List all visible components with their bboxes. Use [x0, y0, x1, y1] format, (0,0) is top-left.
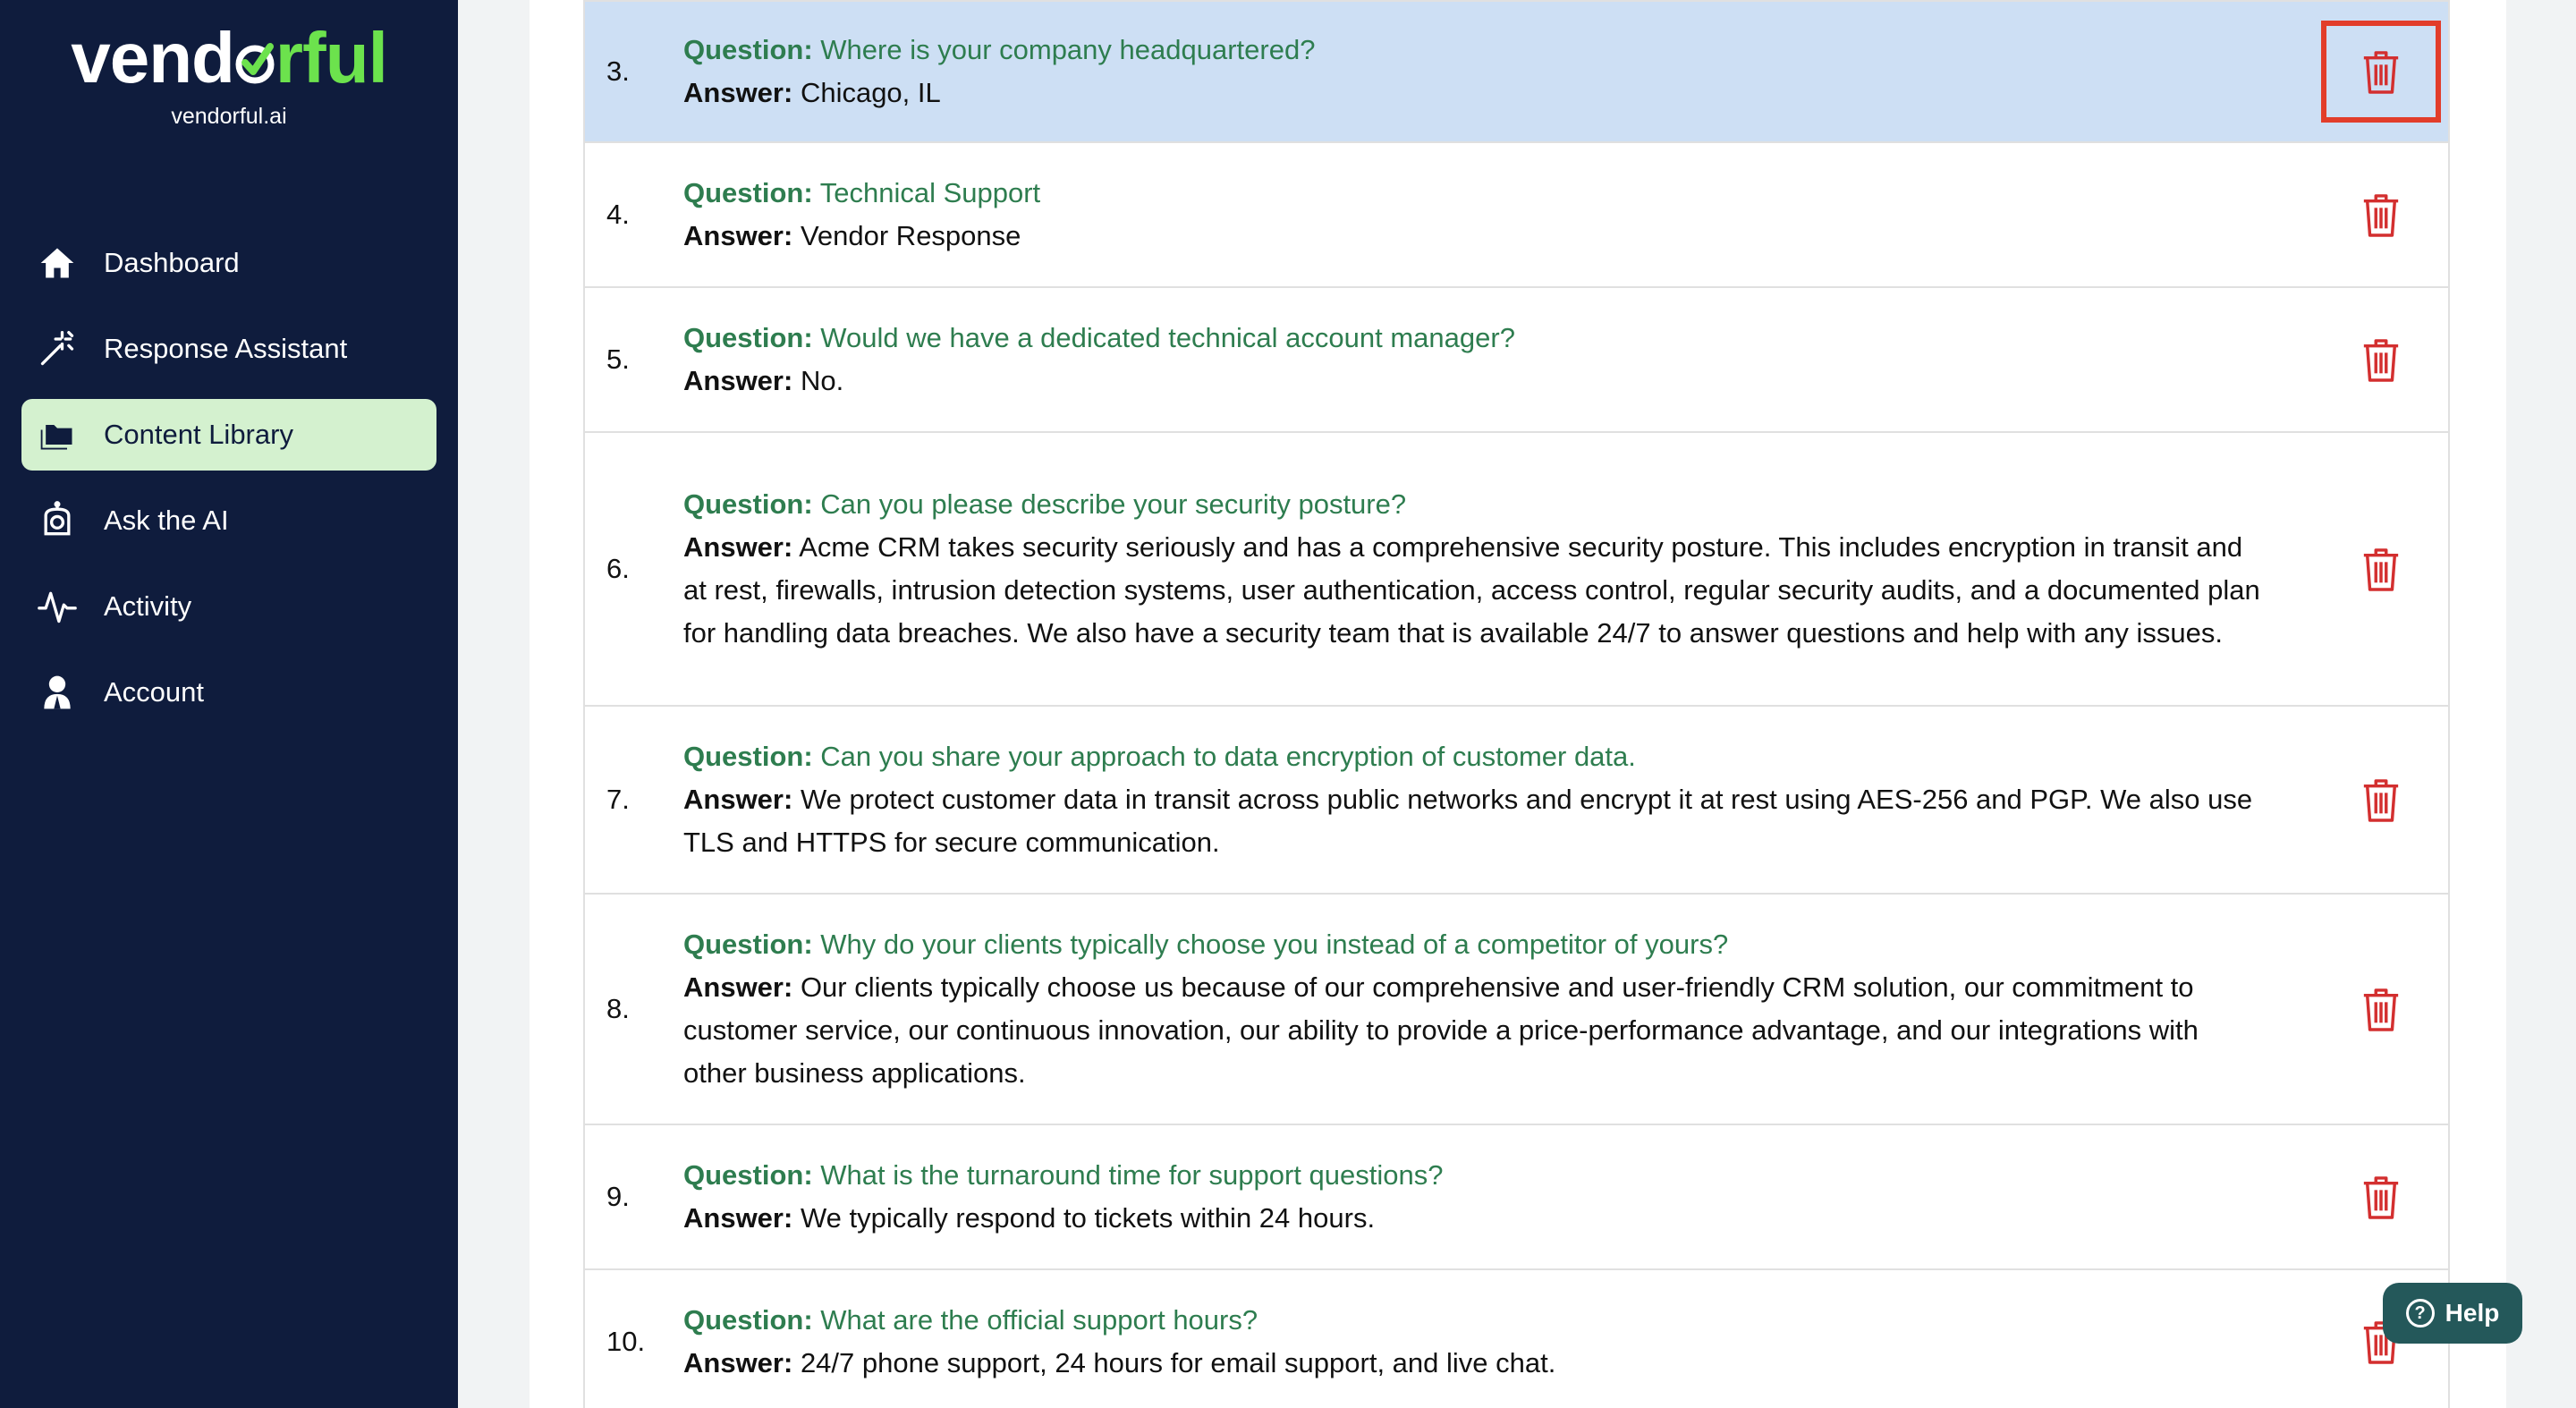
- delete-cell: [2314, 535, 2448, 603]
- sidebar: [0, 0, 458, 1408]
- question-text: Would we have a dedicated technical account manager?: [820, 322, 1515, 353]
- qa-row[interactable]: [583, 707, 2450, 895]
- qa-content: [683, 456, 2314, 682]
- trash-icon: [2360, 776, 2402, 824]
- logo-text-part2: rful: [275, 18, 387, 98]
- question-text: Why do your clients typically choose you instead of a competitor of yours?: [820, 929, 1729, 960]
- folders-icon: [38, 415, 77, 454]
- qa-row[interactable]: [583, 433, 2450, 707]
- trash-icon: [2360, 1173, 2402, 1221]
- magic-wand-icon: [38, 329, 77, 369]
- question-line: [683, 172, 2269, 215]
- answer-label: Answer:: [683, 220, 793, 251]
- content-card: [530, 0, 2506, 1408]
- qa-content: [683, 145, 2314, 284]
- qa-content: [683, 1127, 2314, 1267]
- logo-text-part1: vend: [71, 18, 234, 98]
- question-label: Question:: [683, 488, 813, 520]
- trash-icon: [2360, 545, 2402, 593]
- question-text: Technical Support: [819, 177, 1041, 208]
- question-line: [683, 1154, 2269, 1197]
- trash-icon: [2360, 47, 2402, 96]
- sidebar-item-label: Activity: [104, 590, 192, 622]
- answer-text: No.: [800, 365, 844, 396]
- answer-line: [683, 966, 2269, 1095]
- qa-row[interactable]: [583, 143, 2450, 288]
- row-number: 9.: [606, 1181, 630, 1212]
- trash-icon: [2360, 335, 2402, 384]
- qa-row[interactable]: [583, 1125, 2450, 1270]
- answer-line: [683, 1197, 2269, 1240]
- delete-cell: [2314, 1163, 2448, 1231]
- delete-cell: [2314, 326, 2448, 394]
- row-number: 6.: [606, 553, 630, 584]
- sidebar-item-ask-the-ai[interactable]: [21, 485, 436, 556]
- question-label: Question:: [683, 1304, 813, 1336]
- delete-button[interactable]: [2347, 766, 2415, 834]
- help-button[interactable]: [2383, 1283, 2522, 1344]
- answer-text: Acme CRM takes security seriously and has a comprehensive security posture. This includes encryption in transit and at rest, firewalls, intrusion detection systems, user authentication, access control, regular security audits, and a documented plan for handling data breaches. We also have a security team that is available 24/7 to answer questions and help with any issues.: [683, 531, 2260, 649]
- sidebar-item-response-assistant[interactable]: [21, 313, 436, 385]
- sidebar-item-label: Response Assistant: [104, 333, 348, 364]
- qa-row[interactable]: [583, 1270, 2450, 1408]
- question-label: Question:: [683, 741, 813, 772]
- question-label: Question:: [683, 929, 813, 960]
- answer-line: [683, 778, 2269, 864]
- qa-list: [583, 0, 2450, 1408]
- answer-line: [683, 1342, 2269, 1385]
- delete-button[interactable]: [2347, 326, 2415, 394]
- row-number: 8.: [606, 993, 630, 1024]
- question-line: [683, 483, 2269, 526]
- answer-line: [683, 72, 2269, 115]
- question-text: Can you please describe your security posture?: [820, 488, 1407, 520]
- delete-cell: [2314, 975, 2448, 1043]
- answer-text: 24/7 phone support, 24 hours for email support, and live chat.: [800, 1347, 1556, 1378]
- home-icon: [38, 243, 77, 283]
- row-number: 4.: [606, 199, 630, 230]
- answer-text: Vendor Response: [800, 220, 1021, 251]
- answer-text: Chicago, IL: [800, 77, 941, 108]
- answer-label: Answer:: [683, 971, 793, 1003]
- answer-line: [683, 215, 2269, 258]
- question-text: What is the turnaround time for support questions?: [820, 1159, 1444, 1191]
- question-text: What are the official support hours?: [820, 1304, 1258, 1336]
- question-label: Question:: [683, 322, 813, 353]
- row-number: 3.: [606, 55, 630, 87]
- sidebar-item-label: Content Library: [104, 419, 293, 450]
- sidebar-item-content-library[interactable]: [21, 399, 436, 471]
- delete-button[interactable]: [2347, 535, 2415, 603]
- trash-icon: [2360, 985, 2402, 1033]
- brand-subtitle: vendorful.ai: [171, 104, 287, 129]
- main-content: [458, 0, 2576, 1408]
- delete-cell: [2314, 766, 2448, 834]
- vendorful-logo: [71, 18, 387, 98]
- row-number: 5.: [606, 344, 630, 375]
- answer-text: We typically respond to tickets within 24 hours.: [800, 1202, 1376, 1234]
- qa-row[interactable]: [583, 288, 2450, 433]
- answer-line: [683, 526, 2269, 655]
- question-line: [683, 1299, 2269, 1342]
- answer-line: [683, 360, 2269, 403]
- question-circle-icon: ?: [2406, 1299, 2435, 1327]
- question-line: [683, 735, 2269, 778]
- delete-cell: [2314, 181, 2448, 249]
- sidebar-item-label: Ask the AI: [104, 505, 229, 536]
- question-line: [683, 923, 2269, 966]
- sidebar-item-dashboard[interactable]: [21, 227, 436, 299]
- delete-button[interactable]: [2321, 21, 2441, 123]
- answer-label: Answer:: [683, 77, 793, 108]
- qa-row[interactable]: [583, 895, 2450, 1125]
- delete-button[interactable]: [2347, 975, 2415, 1043]
- answer-text: Our clients typically choose us because of our comprehensive and user-friendly CRM solution, our commitment to customer service, our continuous innovation, our ability to provide a price-performance advantage, and our integrations with other business applications.: [683, 971, 2199, 1089]
- question-label: Question:: [683, 1159, 813, 1191]
- question-line: [683, 317, 2269, 360]
- sidebar-nav: [21, 227, 436, 742]
- user-icon: [38, 673, 77, 712]
- qa-content: [683, 1272, 2314, 1408]
- question-label: Question:: [683, 177, 813, 208]
- answer-label: Answer:: [683, 531, 793, 563]
- help-label: Help: [2445, 1299, 2500, 1327]
- question-line: [683, 29, 2269, 72]
- activity-icon: [38, 587, 77, 626]
- qa-content: [683, 708, 2314, 891]
- answer-label: Answer:: [683, 365, 793, 396]
- answer-label: Answer:: [683, 1347, 793, 1378]
- row-number: 7.: [606, 784, 630, 815]
- answer-label: Answer:: [683, 1202, 793, 1234]
- qa-content: [683, 896, 2314, 1122]
- question-label: Question:: [683, 34, 813, 65]
- logo-check-icon: [234, 20, 275, 64]
- sidebar-item-account[interactable]: [21, 657, 436, 728]
- robot-icon: [38, 501, 77, 540]
- trash-icon: [2360, 191, 2402, 239]
- qa-content: [683, 2, 2314, 141]
- delete-button[interactable]: [2347, 181, 2415, 249]
- qa-row[interactable]: [583, 0, 2450, 143]
- question-text: Can you share your approach to data encryption of customer data.: [820, 741, 1636, 772]
- sidebar-item-label: Dashboard: [104, 247, 240, 278]
- delete-cell: [2314, 21, 2448, 123]
- brand[interactable]: [0, 18, 458, 130]
- sidebar-item-activity[interactable]: [21, 571, 436, 642]
- delete-button[interactable]: [2347, 1163, 2415, 1231]
- qa-content: [683, 290, 2314, 429]
- answer-label: Answer:: [683, 784, 793, 815]
- question-text: Where is your company headquartered?: [820, 34, 1316, 65]
- answer-text: We protect customer data in transit across public networks and encrypt it at rest using AES-256 and PGP. We also use TLS and HTTPS for secure communication.: [683, 784, 2253, 858]
- row-number: 10.: [606, 1326, 646, 1357]
- sidebar-item-label: Account: [104, 676, 205, 708]
